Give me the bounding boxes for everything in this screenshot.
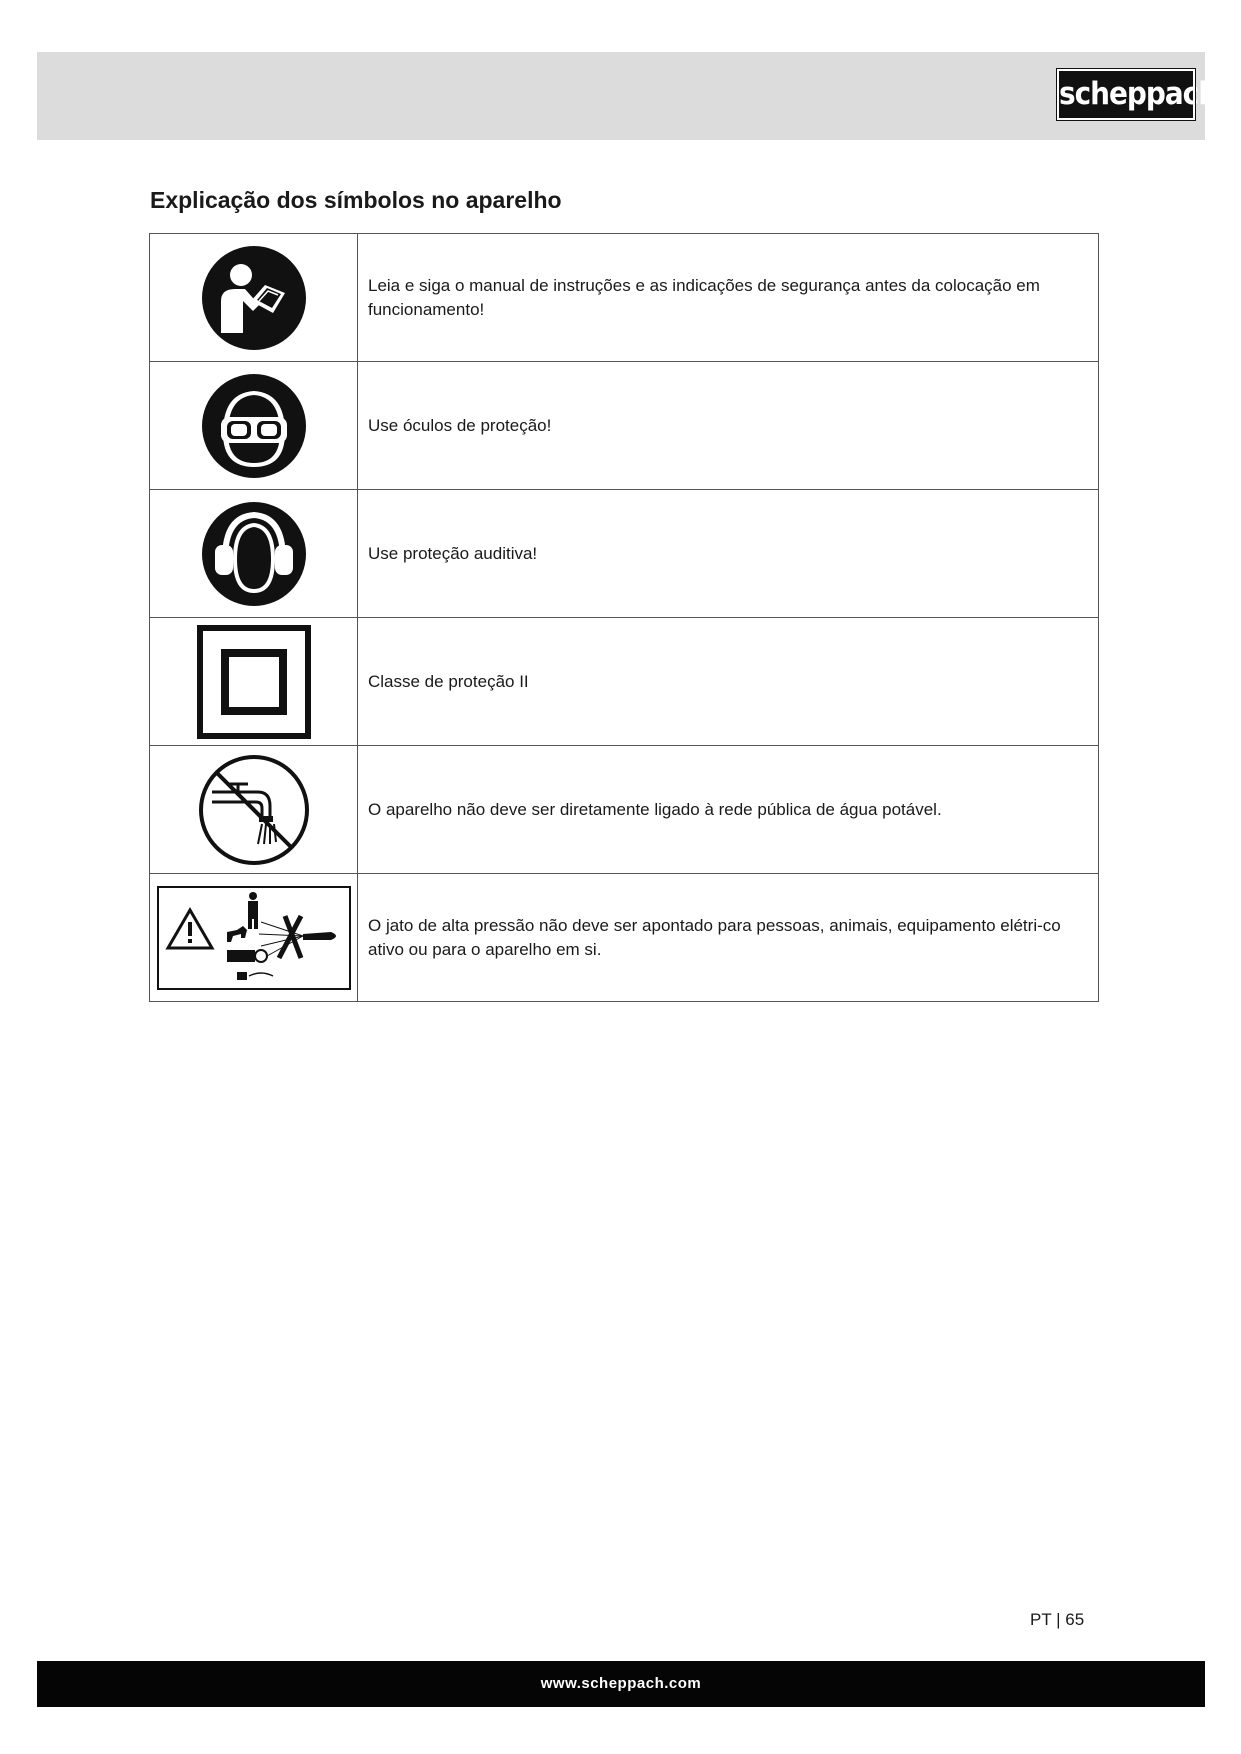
- protection-class-ii-icon: [197, 625, 311, 739]
- table-row: [150, 234, 1099, 362]
- read-manual-icon: [201, 245, 307, 351]
- icon-cell: [150, 490, 358, 618]
- icon-cell: [150, 874, 358, 1002]
- table-row: [150, 874, 1099, 1002]
- brand-logo: scheppach: [1057, 69, 1195, 120]
- icon-cell: [150, 234, 358, 362]
- symbol-description: Classe de proteção II: [358, 618, 1099, 746]
- table-row: [150, 362, 1099, 490]
- page-title: Explicação dos símbolos no aparelho: [150, 187, 562, 213]
- symbol-description: Use proteção auditiva!: [358, 490, 1099, 618]
- icon-cell: [150, 618, 358, 746]
- symbols-table: [149, 233, 1099, 1002]
- no-spray-at-people-icon: [157, 886, 351, 990]
- symbol-description: O aparelho não deve ser diretamente ligado à rede pública de água potável.: [358, 746, 1099, 874]
- table-row: [150, 490, 1099, 618]
- icon-cell: [150, 362, 358, 490]
- page-number: PT | 65: [1030, 1610, 1085, 1629]
- symbol-description: Use óculos de proteção!: [358, 362, 1099, 490]
- no-drinking-water-connection-icon: [198, 754, 310, 866]
- safety-goggles-icon: [201, 373, 307, 479]
- table-row: [150, 618, 1099, 746]
- icon-cell: [150, 746, 358, 874]
- footer-band: [37, 1661, 1205, 1707]
- ear-protection-icon: [201, 501, 307, 607]
- table-row: [150, 746, 1099, 874]
- symbol-description: Leia e siga o manual de instruções e as indicações de segurança antes da colocação em funcionamento!: [358, 234, 1099, 362]
- symbol-description: O jato de alta pressão não deve ser apontado para pessoas, animais, equipamento elétri-co ativo ou para o aparelho em si.: [358, 874, 1099, 1002]
- footer-url[interactable]: www.scheppach.com: [540, 1675, 702, 1692]
- header-band: [37, 52, 1205, 140]
